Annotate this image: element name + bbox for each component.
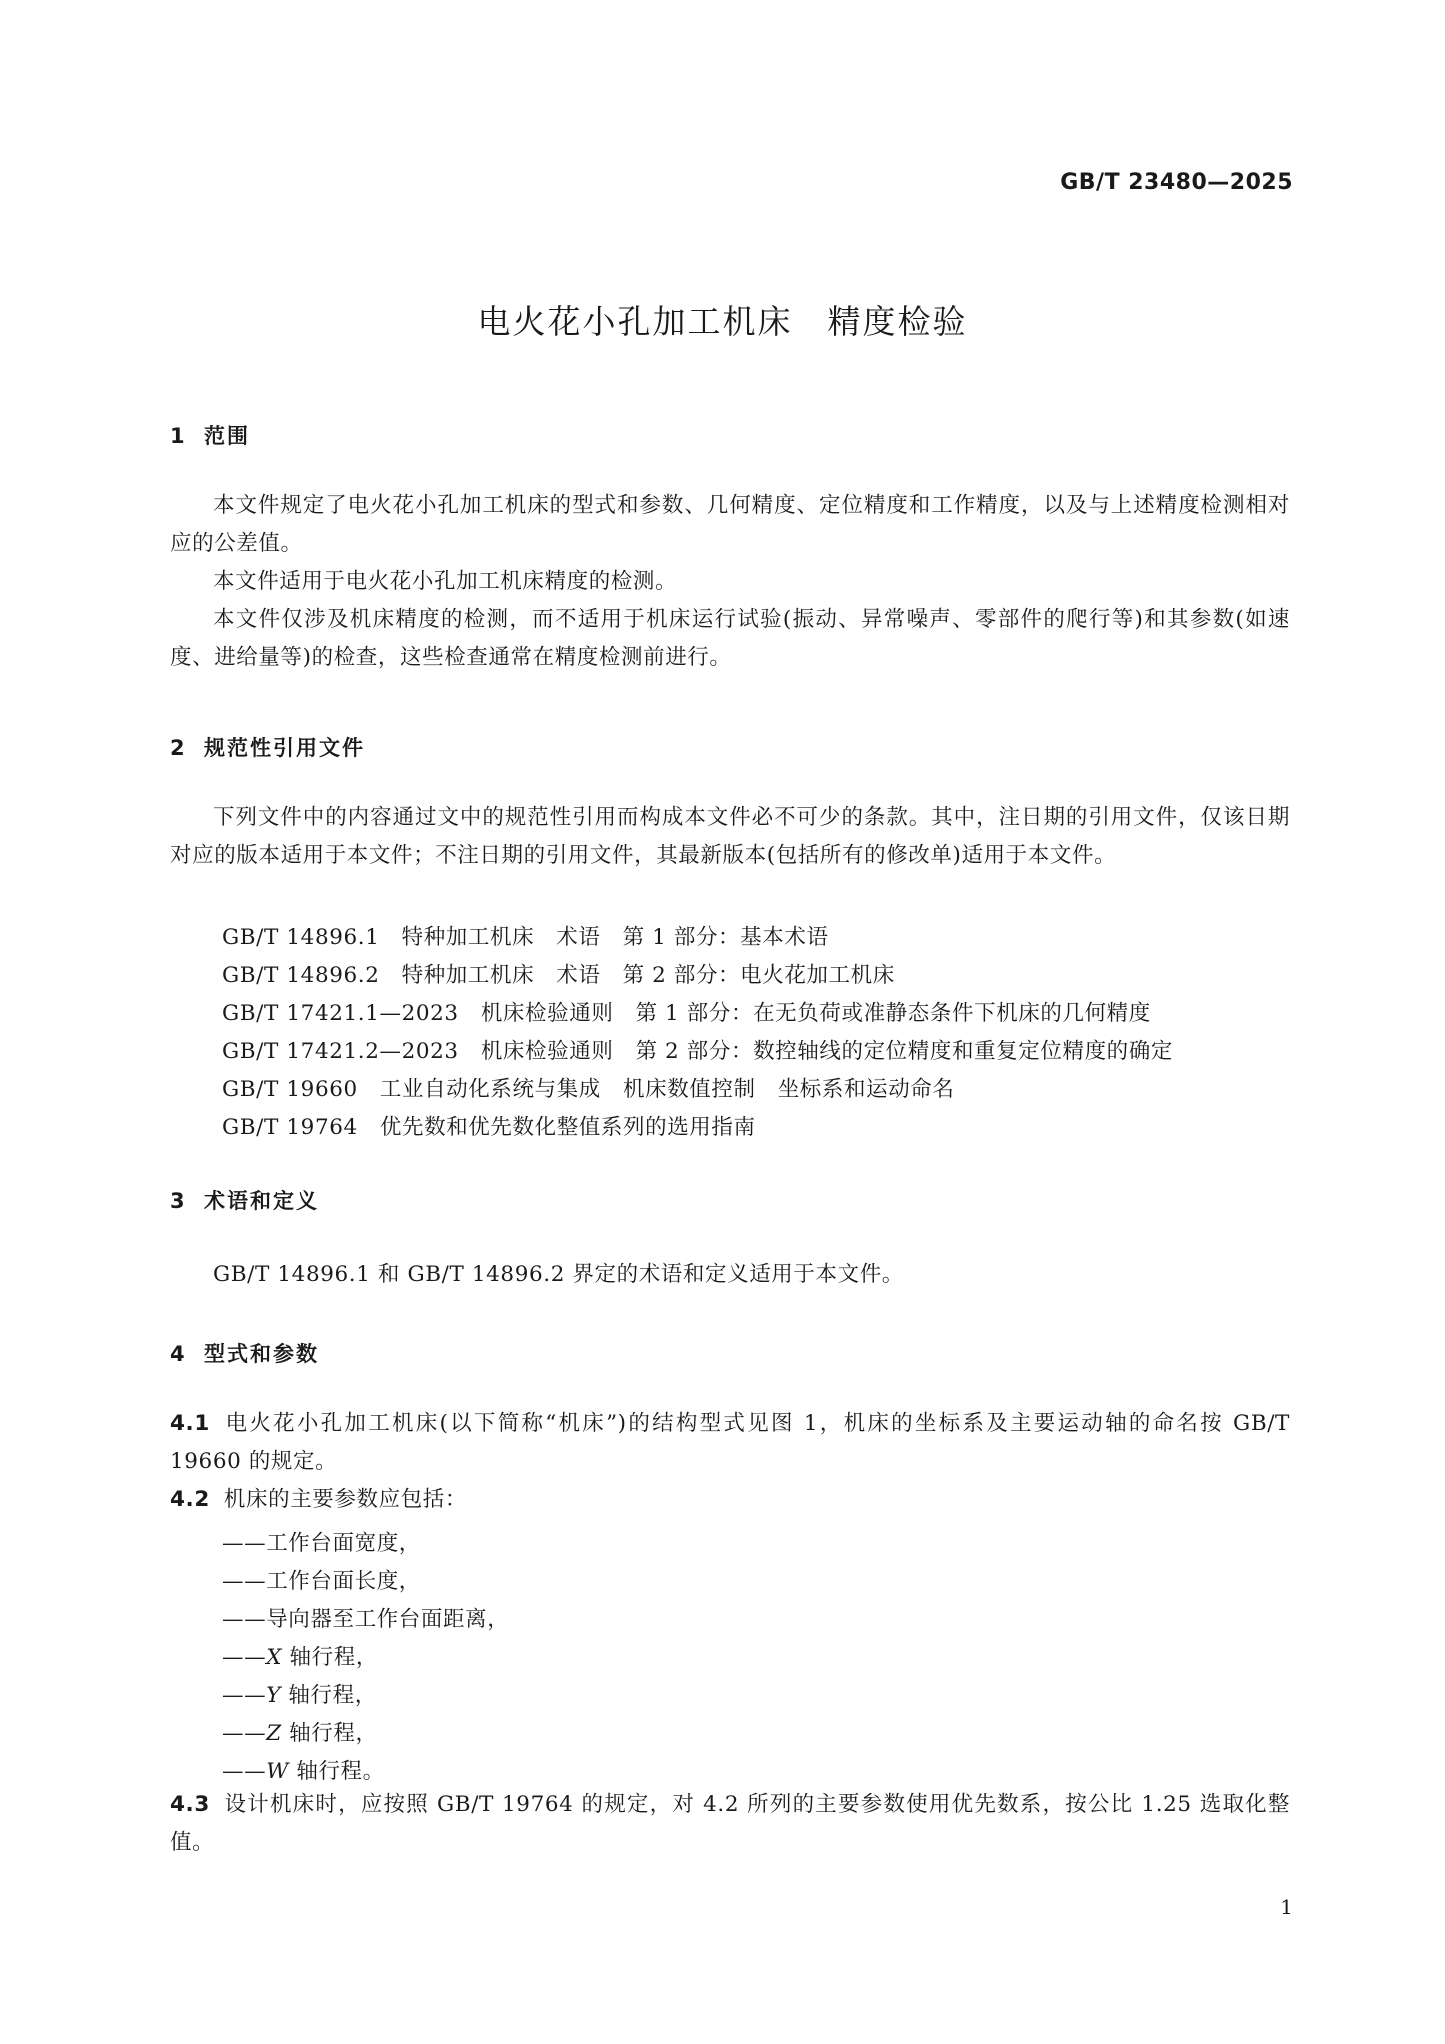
parameter-item <box>222 1602 509 1633</box>
parameter-text: 轴行程。 <box>288 1759 385 1784</box>
section-1-number: 1 <box>170 424 187 448</box>
reference-item: GB/T 14896.1 特种加工机床 术语 第 1 部分：基本术语 <box>222 925 829 950</box>
reference-item: GB/T 14896.2 特种加工机床 术语 第 2 部分：电火花加工机床 <box>222 963 895 988</box>
reference-item: GB/T 17421.2—2023 机床检验通则 第 2 部分：数控轴线的定位精度和重复定位精度的确定 <box>222 1039 1173 1064</box>
section-1-heading <box>170 420 250 450</box>
clause-4-1 <box>170 1405 1290 1481</box>
parameter-item <box>222 1716 378 1747</box>
clause-4-2 <box>170 1481 1290 1519</box>
section-2-intro: 下列文件中的内容通过文中的规范性引用而构成本文件必不可少的条款。其中，注日期的引用文件，仅该日期对应的版本适用于本文件；不注日期的引用文件，其最新版本(包括所有的修改单)适用于本文件。 <box>170 805 1290 868</box>
parameter-text: 工作台面宽度， <box>266 1531 421 1556</box>
clause-4-2-text: 机床的主要参数应包括： <box>223 1487 467 1512</box>
reference-item: GB/T 19764 优先数和优先数化整值系列的选用指南 <box>222 1115 756 1140</box>
reference-item: GB/T 19660 工业自动化系统与集成 机床数值控制 坐标系和运动命名 <box>222 1077 955 1102</box>
dash-mark: —— <box>222 1721 267 1746</box>
section-1-paragraph-2: 本文件适用于电火花小孔加工机床精度的检测。 <box>213 569 678 594</box>
section-4-heading <box>170 1338 319 1368</box>
parameter-item <box>222 1678 377 1709</box>
section-4-number: 4 <box>170 1342 187 1366</box>
parameter-item <box>222 1640 378 1671</box>
section-2-number: 2 <box>170 736 187 760</box>
parameter-item <box>222 1754 385 1785</box>
clause-4-2-number: 4.2 <box>170 1487 210 1512</box>
parameter-text: 轴行程， <box>282 1645 378 1670</box>
reference-item: GB/T 17421.1—2023 机床检验通则 第 1 部分：在无负荷或准静态条件下机床的几何精度 <box>222 1001 1151 1026</box>
parameter-text: 导向器至工作台面距离， <box>266 1607 510 1632</box>
parameter-text: 轴行程， <box>281 1721 378 1746</box>
parameter-item <box>222 1526 421 1557</box>
axis-letter: W <box>266 1759 289 1784</box>
section-3-heading <box>170 1185 319 1215</box>
axis-letter: Z <box>266 1721 282 1746</box>
standard-code: GB/T 23480—2025 <box>1060 170 1293 195</box>
section-3-text: GB/T 14896.1 和 GB/T 14896.2 界定的术语和定义适用于本文件。 <box>213 1262 904 1287</box>
dash-mark: —— <box>222 1759 267 1784</box>
section-3-title: 术语和定义 <box>204 1189 319 1213</box>
axis-letter: X <box>266 1645 283 1670</box>
clause-4-1-text: 电火花小孔加工机床(以下简称“机床”)的结构型式见图 1，机床的坐标系及主要运动轴的命名按 GB/T 19660 的规定。 <box>170 1411 1290 1474</box>
section-1-paragraph-3: 本文件仅涉及机床精度的检测，而不适用于机床运行试验(振动、异常噪声、零部件的爬行等)和其参数(如速度、进给量等)的检查，这些检查通常在精度检测前进行。 <box>170 607 1290 670</box>
section-2-title: 规范性引用文件 <box>204 736 365 760</box>
axis-letter: Y <box>266 1683 281 1708</box>
clause-4-1-number: 4.1 <box>170 1411 210 1436</box>
section-4-title: 型式和参数 <box>204 1342 319 1366</box>
clause-4-3-text: 设计机床时，应按照 GB/T 19764 的规定，对 4.2 所列的主要参数使用优先数系，按公比 1.25 选取化整值。 <box>170 1792 1290 1855</box>
section-2-heading <box>170 732 365 762</box>
dash-mark: —— <box>222 1683 267 1708</box>
parameter-item <box>222 1564 421 1595</box>
dash-mark: —— <box>222 1569 267 1594</box>
parameter-text: 轴行程， <box>281 1683 377 1708</box>
dash-mark: —— <box>222 1645 267 1670</box>
parameter-text: 工作台面长度， <box>266 1569 421 1594</box>
section-1-paragraph-1: 本文件规定了电火花小孔加工机床的型式和参数、几何精度、定位精度和工作精度，以及与上述精度检测相对应的公差值。 <box>170 493 1290 556</box>
dash-mark: —— <box>222 1531 267 1556</box>
clause-4-3-number: 4.3 <box>170 1792 210 1817</box>
section-1-title: 范围 <box>204 424 250 448</box>
dash-mark: —— <box>222 1607 267 1632</box>
page-number: 1 <box>1280 1895 1293 1919</box>
clause-4-3 <box>170 1786 1290 1862</box>
document-title: 电火花小孔加工机床 精度检验 <box>477 302 968 341</box>
section-3-number: 3 <box>170 1189 187 1213</box>
